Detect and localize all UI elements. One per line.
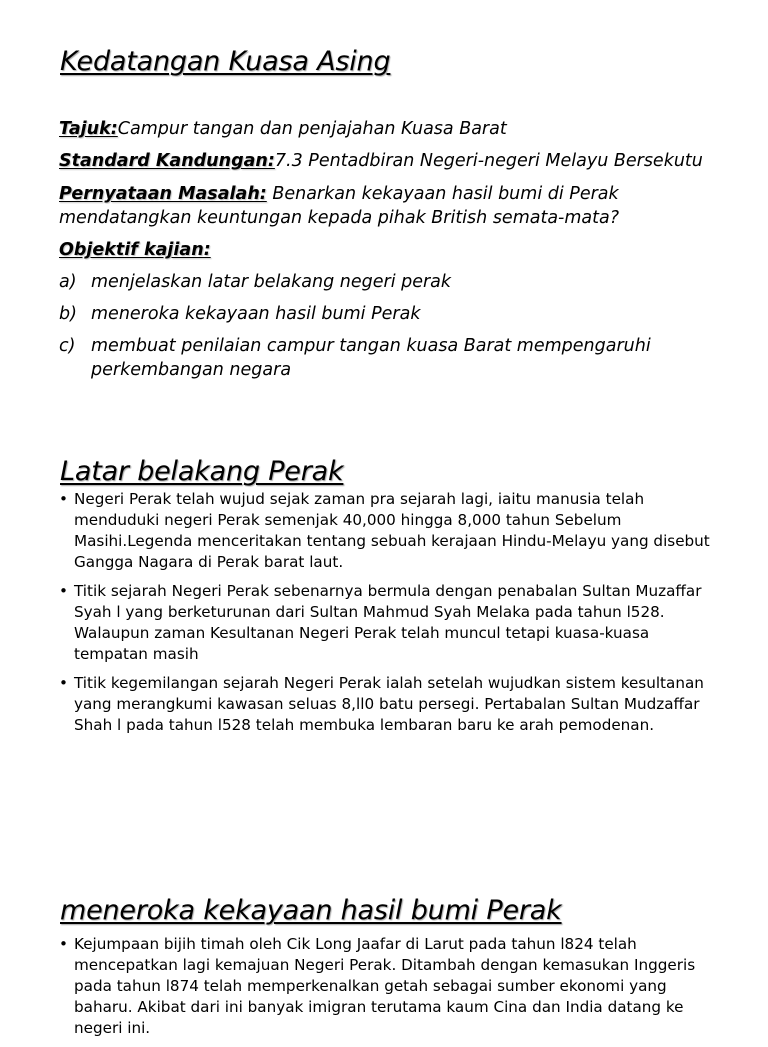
- objektif-line: [59, 238, 729, 262]
- bullet-dot: •: [59, 935, 68, 953]
- standard-label: Standard Kandungan:: [59, 151, 275, 171]
- bullet-text: Negeri Perak telah wujud sejak zaman pra sejarah lagi, iaitu manusia telah menduduki negeri Perak semenjak 40,000 hingga 8,000 tahun Sebelum Masihi.Legenda menceritakan tentang sebuah kerajaan Hindu-Melayu yang disebut Gangga Nagara di Perak barat laut.: [74, 490, 710, 571]
- latar-belakang-bullets: [59, 489, 714, 744]
- list-item: [59, 489, 714, 573]
- masalah-line: [59, 182, 659, 230]
- list-item: [59, 934, 714, 1039]
- section-title-kedatangan: Kedatangan Kuasa Asing: [60, 46, 391, 77]
- section-title-latar-belakang: Latar belakang Perak: [60, 456, 344, 487]
- bullet-text: Titik kegemilangan sejarah Negeri Perak ialah setelah wujudkan sistem kesultanan yang merangkumi kawasan seluas 8,ll0 batu persegi. Pertabalan Sultan Mudzaffar Shah l pada tahun l528 telah membuka lembaran baru ke arah pemodenan.: [74, 674, 704, 734]
- bullet-dot: •: [59, 674, 68, 692]
- masalah-label: Pernyataan Masalah:: [59, 184, 267, 204]
- bullet-text: Kejumpaan bijih timah oleh Cik Long Jaafar di Larut pada tahun l824 telah mencepatkan lagi kemajuan Negeri Perak. Ditambah dengan kemasukan Inggeris pada tahun l874 telah memperkenalkan getah sebagai sumber ekonomi yang baharu. Akibat dari ini banyak imigran terutama kaum Cina dan India datang ke negeri ini.: [74, 935, 696, 1037]
- bullet-dot: •: [59, 582, 68, 600]
- objektif-label: Objektif kajian:: [59, 240, 211, 260]
- objective-marker: b): [59, 304, 77, 324]
- objective-item: [59, 334, 699, 382]
- list-item: [59, 673, 714, 736]
- objectives-list: [59, 270, 699, 390]
- standard-value: 7.3 Pentadbiran Negeri-negeri Melayu Bersekutu: [274, 151, 703, 171]
- section-title-meneroka: meneroka kekayaan hasil bumi Perak: [60, 895, 562, 926]
- objective-item: [59, 302, 699, 326]
- objective-text: membuat penilaian campur tangan kuasa Barat mempengaruhi perkembangan negara: [91, 336, 651, 380]
- masalah-value: Benarkan kekayaan hasil bumi di Perak mendatangkan keuntungan kepada pihak British semata-mata?: [59, 184, 620, 228]
- objective-text: meneroka kekayaan hasil bumi Perak: [91, 304, 421, 324]
- tajuk-line: [59, 117, 729, 141]
- standard-line: [59, 149, 729, 173]
- tajuk-value: Campur tangan dan penjajahan Kuasa Barat: [117, 119, 507, 139]
- objective-marker: a): [59, 272, 77, 292]
- objective-item: [59, 270, 699, 294]
- list-item: [59, 581, 714, 665]
- tajuk-label: Tajuk:: [59, 119, 118, 139]
- bullet-text: Titik sejarah Negeri Perak sebenarnya bermula dengan penabalan Sultan Muzaffar Syah l yang berketurunan dari Sultan Mahmud Syah Melaka pada tahun l528. Walaupun zaman Kesultanan Negeri Perak telah muncul tetapi kuasa-kuasa tempatan masih: [74, 582, 702, 663]
- objective-marker: c): [59, 336, 76, 356]
- objective-text: menjelaskan latar belakang negeri perak: [91, 272, 452, 292]
- bullet-dot: •: [59, 490, 68, 508]
- meneroka-bullets: [59, 934, 714, 1047]
